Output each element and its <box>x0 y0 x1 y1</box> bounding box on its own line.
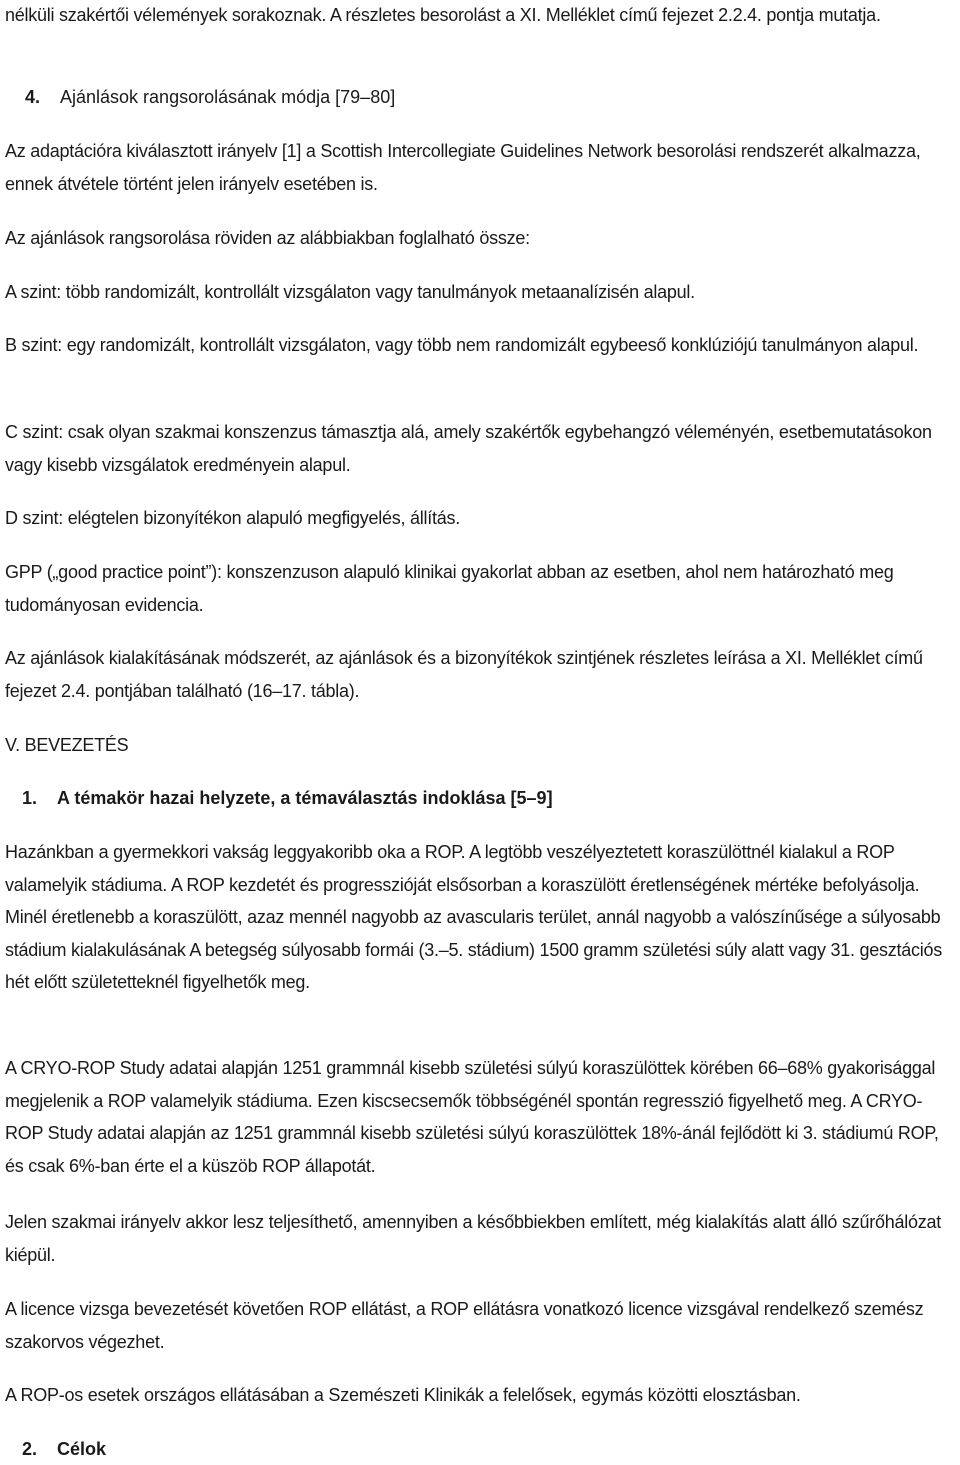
intro-tail-paragraph: nélküli szakértői vélemények sorakoznak. A részletes besorolást a XI. Melléklet című fejezet 2.2.4. pontja mutatja. <box>5 5 881 25</box>
section-1-number: 1. <box>22 788 38 808</box>
chapter-heading: V. BEVEZETÉS <box>5 735 129 755</box>
paragraph-methodology: Az ajánlások kialakításának módszerét, az ajánlások és a bizonyítékok szintjének részletes leírása a XI. Melléklet című fejezet 2.4. pontjában található (16–17. tábla). <box>5 648 923 701</box>
paragraph-sign-adaptation: Az adaptációra kiválasztott irányelv [1] a Scottish Intercollegiate Guidelines Network besorolási rendszerét alkalmazza, ennek átvétele történt jelen irányelv esetében is. <box>5 141 921 194</box>
section-2-number: 2. <box>22 1439 38 1459</box>
paragraph-ranking-summary: Az ajánlások rangsorolása röviden az alábbiakban foglalható össze: <box>5 228 530 248</box>
paragraph-level-c: C szint: csak olyan szakmai konszenzus támasztja alá, amely szakértők egybehangzó véleményén, esetbemutatásokon vagy kisebb vizsgálatok eredményein alapul. <box>5 422 932 475</box>
paragraph-screening-network: Jelen szakmai irányelv akkor lesz teljesíthető, amennyiben a későbbiekben említett, még kialakítás alatt álló szűrőhálózat kiépül. <box>5 1212 941 1265</box>
section-1-title: A témakör hazai helyzete, a témaválasztás indoklása [5–9] <box>57 788 553 808</box>
section-2-title: Célok <box>57 1439 107 1459</box>
section-4-heading <box>5 81 395 113</box>
paragraph-level-d: D szint: elégtelen bizonyítékon alapuló megfigyelés, állítás. <box>5 508 461 528</box>
section-1-heading <box>5 782 553 814</box>
paragraph-national-care: A ROP-os esetek országos ellátásában a Szemészeti Klinikák a felelősek, egymás közötti elosztásban. <box>5 1385 801 1405</box>
section-4-title: Ajánlások rangsorolásának módja [79–80] <box>60 87 396 107</box>
paragraph-level-a: A szint: több randomizált, kontrollált vizsgálaton vagy tanulmányok metaanalízisén alapul. <box>5 282 695 302</box>
section-2-heading <box>5 1433 106 1465</box>
paragraph-gpp: GPP („good practice point”): konszenzuson alapuló klinikai gyakorlat abban az esetben, ahol nem határozható meg tudományosan evidencia. <box>5 562 894 615</box>
paragraph-rop-overview: Hazánkban a gyermekkori vakság leggyakoribb oka a ROP. A legtöbb veszélyeztetett koraszülöttnél kialakul a ROP valamelyik stádiuma. A ROP kezdetét és progresszióját elsősorban a koraszülött éretlenségének mértéke befolyásolja. Minél éretlenebb a koraszülött, azaz mennél nagyobb az avascularis terület, annál nagyobb a valószínűsége a súlyosabb stádium kialakulásának A betegség súlyosabb formái (3.–5. stádium) 1500 gramm születési súly alatt vagy 31. gesztációs hét előtt születetteknél figyelhetők meg. <box>5 842 943 992</box>
paragraph-level-b: B szint: egy randomizált, kontrollált vizsgálaton, vagy több nem randomizált egybeeső konklúziójú tanulmányon alapul. <box>5 335 919 355</box>
section-4-number: 4. <box>25 87 41 107</box>
paragraph-licence-exam: A licence vizsga bevezetését követően ROP ellátást, a ROP ellátásra vonatkozó licence vizsgával rendelkező szemész szakorvos végezhet. <box>5 1299 924 1352</box>
paragraph-cryo-rop: A CRYO-ROP Study adatai alapján 1251 grammnál kisebb születési súlyú koraszülöttek körében 66–68% gyakorisággal megjelenik a ROP valamelyik stádiuma. Ezen kiscsecsemők többségénél spontán regresszió figyelhető meg. A CRYO-ROP Study adatai alapján az 1251 grammnál kisebb születési súlyú koraszülöttek 18%-ánál fejlődött ki 3. stádiumú ROP, és csak 6%-ban érte el a küszöb ROP állapotát. <box>5 1058 939 1176</box>
